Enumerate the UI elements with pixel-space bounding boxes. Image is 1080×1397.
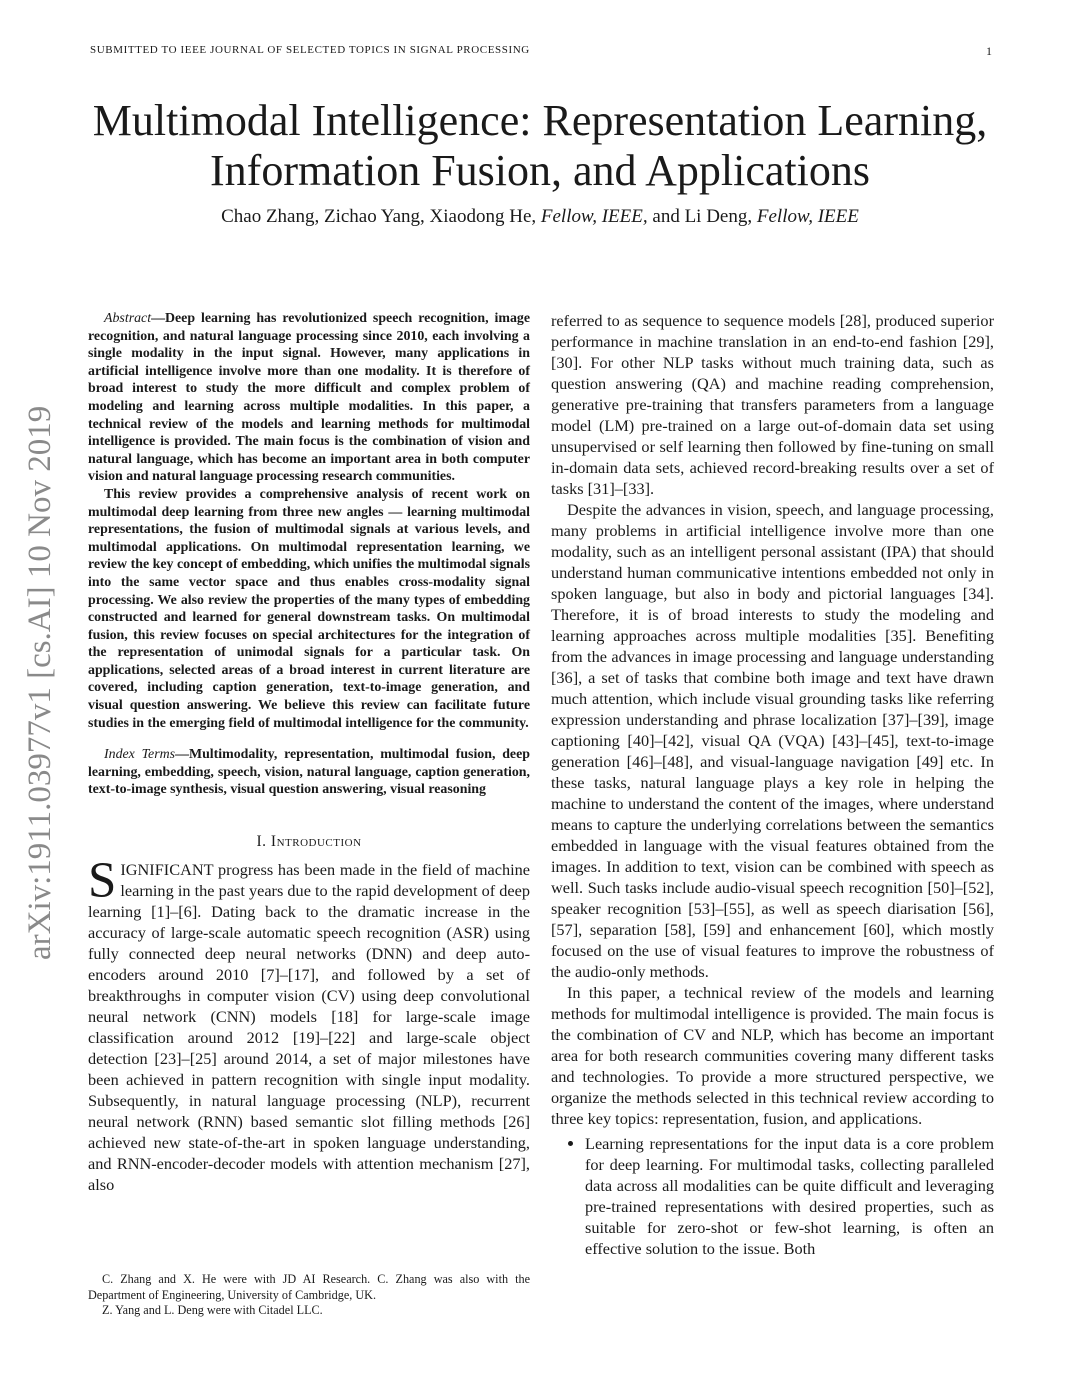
running-header: SUBMITTED TO IEEE JOURNAL OF SELECTED TOPICS IN SIGNAL PROCESSING	[90, 44, 530, 56]
left-column	[88, 310, 530, 1195]
drop-cap: S	[88, 853, 117, 910]
intro-lead: IGNIFICANT	[120, 860, 214, 880]
author-and-li: and Li Deng,	[652, 206, 753, 227]
footnote-2: Z. Yang and L. Deng were with Citadel LLC.	[102, 1303, 323, 1318]
abstract-paragraph-2: This review provides a comprehensive analysis of recent work on multimodal deep learning from three new angles — learning multimodal representations, the fusion of multimodal signals at various levels, and multimodal applications. On multimodal representation learning, we review the key concept of embedding, which unifies the multimodal signals into the same vector space and thus enables cross-modality signal processing. We also review the properties of the many types of embedding constructed and learned for general downstream tasks. On multimodal fusion, this review focuses on special architectures for the integration of the representation of unimodal signals for a particular task. On applications, selected areas of a broad interest in current literature are covered, including caption generation, text-to-image generation, and visual question answering. We believe this review can facilitate future studies in the emerging field of multimodal intelligence for the community.	[88, 486, 530, 731]
page-number: 1	[986, 44, 992, 58]
author-fellow-1: Fellow, IEEE,	[540, 206, 648, 227]
topic-list	[551, 1133, 994, 1259]
intro-paragraph	[88, 853, 530, 1195]
abstract-paragraph-1	[88, 310, 530, 486]
right-paragraph-1: referred to as sequence to sequence models [28], produced superior performance in machine translation in an end-to-end fashion [29], [30]. For other NLP tasks without much training data, such as question answering (QA) and machine reading comprehension, generative pre-training that transfers parameters from a language model (LM) pre-trained on a large out-of-domain data set using unsupervised or self learning then followed by fine-tuning on small in-domain data sets, achieved record-breaking results over a set of tasks [31]–[33].	[551, 311, 994, 498]
intro-text: progress has been made in the field of machine learning in the past years due to the rapid development of deep learning [1]–[6]. Dating back to the dramatic increase in the accuracy of large-scale automatic speech recognition (ASR) using fully connected deep neural networks (DNN) and deep auto-encoders around 2010 [7]–[17], and followed by a set of breakthroughs in computer vision (CV) using deep convolutional neural network (CNN) models [18] for large-scale image classification around 2012 [19]–[22] and large-scale object detection [23]–[25] around 2014, a set of major milestones have been achieved in pattern recognition with single input modality. Subsequently, in natural language processing (NLP), recurrent neural network (RNN) based semantic slot filling methods [26] achieved new state-of-the-art in spoken language understanding, and RNN-encoder-decoder models with attention mechanism [27], also	[88, 860, 530, 1195]
index-terms	[88, 746, 530, 799]
abstract	[88, 310, 530, 732]
author-list	[60, 206, 1020, 228]
right-paragraph-3: In this paper, a technical review of the models and learning methods for multimodal intelligence is provided. The main focus is the combination of CV and NLP, which has become an important area for both research communities covering many different tasks and technologies. To provide a more structured perspective, we organize the methods selected in this technical review according to three key topics: representation, fusion, and applications.	[551, 983, 994, 1128]
section-numeral: I.	[256, 833, 267, 851]
section-title: Introduction	[270, 833, 362, 851]
right-paragraph-2: Despite the advances in vision, speech, and language processing, many problems in artificial intelligence involve more than one modality, such as an intelligent personal assistant (IPA) that should understand human communicative intentions embedded not only in spoken language, but also in body and pictorial languages [34]. Therefore, it is of broad interests to study the modeling and learning approaches across multiple modalities [35]. Benefiting from the advances in image processing and language understanding [36], a set of tasks that combine both image and text have drawn much attention, which include visual grounding tasks like referring expression understanding and phrase localization [37]–[39], image captioning [40]–[42], visual QA (VQA) [43]–[45], text-to-image generation [46]–[48], and visual-language navigation [49] etc. In these tasks, natural language plays a key role in helping the machine to understand the content of the images, where understand means to capture the underlying correlations between the semantics embedded in language with the visual features obtained from the images. In addition to text, vision can be combined with speech as well. Such tasks include audio-visual speech recognition [50]–[52], speaker recognition [53]–[55], as well as speech diarisation [56], [57], separation [58], [59] and enhancement [60], which mostly focused on the use of visual features to improve the robustness of the audio-only methods.	[551, 500, 994, 981]
list-item: • Learning representations for the input data is a core problem for deep learning. For multimodal tasks, collecting paralleled data across all modalities can be quite difficult and leveraging pre-trained representations with desired properties, such as suitable for zero-shot or few-shot learning, is often an effective solution to the issue. Both	[585, 1133, 994, 1259]
abstract-label: Abstract	[104, 311, 152, 326]
arxiv-stamp: arXiv:1911.03977v1 [cs.AI] 10 Nov 2019	[22, 405, 58, 960]
index-terms-text: —Multimodality, representation, multimodal fusion, deep learning, embedding, speech, vision, natural language, caption generation, text-to-image synthesis, visual question answering, visual reasoning	[88, 747, 530, 798]
author-fellow-2: Fellow, IEEE	[756, 206, 859, 227]
intro-body	[88, 853, 530, 1195]
title-line-1: Multimodal Intelligence: Representation Learning,	[92, 96, 988, 145]
author-names: Chao Zhang, Zichao Yang, Xiaodong He,	[221, 206, 537, 227]
abstract-text-1: —Deep learning has revolutionized speech recognition, image recognition, and natural language processing since 2010, each involving a single modality in the input signal. However, many applications in artificial intelligence involve more than one modality. It is therefore of broad interest to study the more difficult and complex problem of modeling and learning across multiple modalities. In this paper, a technical review of the models and learning methods for multimodal intelligence is provided. The main focus is the combination of vision and natural language, which has become an important area in both computer vision and natural language processing research communities.	[88, 311, 530, 485]
footnote	[88, 1272, 530, 1319]
section-heading	[88, 833, 530, 851]
paper-title	[60, 96, 1020, 196]
index-terms-label: Index Terms	[104, 747, 176, 763]
right-column	[551, 310, 994, 1259]
footnote-1: C. Zhang and X. He were with JD AI Research. C. Zhang was also with the Department of Engineering, University of Cambridge, UK.	[88, 1272, 530, 1302]
title-line-2: Information Fusion, and Applications	[210, 146, 870, 195]
